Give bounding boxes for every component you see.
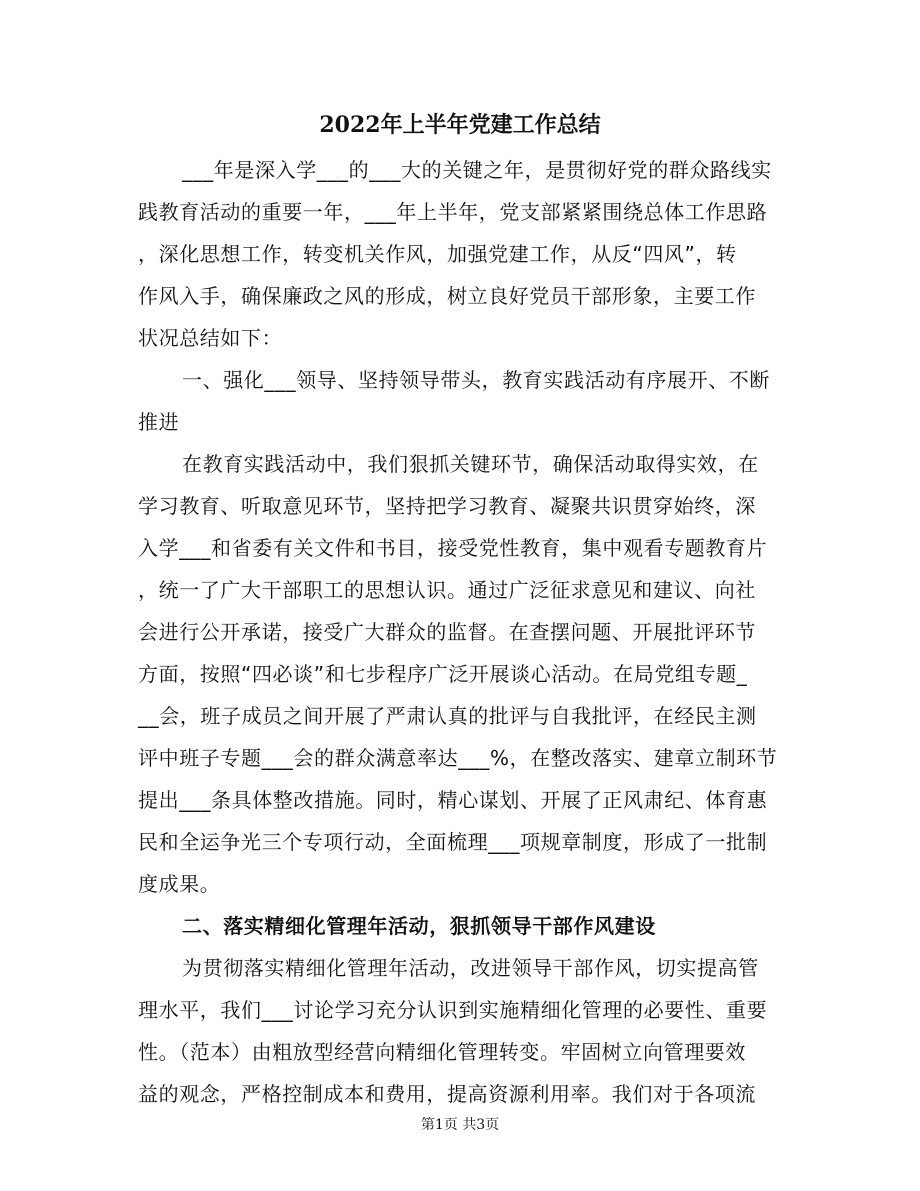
body-line: __会，班子成员之间开展了严肃认真的批评与自我批评，在经民主测 (138, 704, 757, 728)
body-line: 践教育活动的重要一年，___年上半年，党支部紧紧围绕总体工作思路 (138, 200, 768, 224)
body-line: 性。（范本）由粗放型经营向精细化管理转变。牢固树立向管理要效 (138, 1040, 746, 1064)
body-line: ___年是深入学___的___大的关键之年，是贯彻好党的群众路线实 (182, 158, 772, 182)
body-line: 提出___条具体整改措施。同时，精心谋划、开展了正风肃纪、体育惠 (138, 788, 768, 812)
body-line: 学习教育、听取意见环节，坚持把学习教育、凝聚共识贯穿始终，深 (138, 494, 756, 518)
body-line: 评中班子专题___会的群众满意率达___%，在整改落实、建章立制环节 (138, 746, 778, 770)
body-line: 在教育实践活动中，我们狠抓关键环节，确保活动取得实效，在 (182, 452, 759, 476)
section-heading-2: 二、落实精细化管理年活动，狠抓领导干部作风建设 (182, 914, 656, 938)
body-line: 益的观念，严格控制成本和费用，提高资源利用率。我们对于各项流 (138, 1082, 756, 1106)
body-line: 方面，按照“四必谈”和七步程序广泛开展谈心活动。在局党组专题_ (138, 662, 748, 686)
body-line: ，深化思想工作，转变机关作风，加强党建工作，从反“四风”，转 (138, 242, 737, 266)
body-line: 状况总结如下： (138, 326, 283, 350)
body-line: 为贯彻落实精细化管理年活动，改进领导干部作风，切实提高管 (182, 956, 759, 980)
section-heading-1-cont: 推进 (138, 410, 180, 434)
body-line: 理水平，我们___讨论学习充分认识到实施精细化管理的必要性、重要 (138, 998, 768, 1022)
document-title: 2022年上半年党建工作总结 (319, 112, 601, 138)
body-line: 度成果。 (138, 872, 221, 896)
body-line: 会进行公开承诺，接受广大群众的监督。在查摆问题、开展批评环节 (138, 620, 756, 644)
body-line: ，统一了广大干部职工的思想认识。通过广泛征求意见和建议、向社 (138, 578, 756, 602)
body-line: 民和全运争光三个专项行动，全面梳理___项规章制度，形成了一批制 (138, 830, 768, 854)
section-heading-1: 一、强化___领导、坚持领导带头，教育实践活动有序展开、不断 (182, 368, 770, 392)
page-footer: 第1页 共3页 (420, 1117, 500, 1133)
body-line: 作风入手，确保廉政之风的形成，树立良好党员干部形象，主要工作 (138, 284, 756, 308)
body-line: 入学___和省委有关文件和书目，接受党性教育，集中观看专题教育片 (138, 536, 768, 560)
